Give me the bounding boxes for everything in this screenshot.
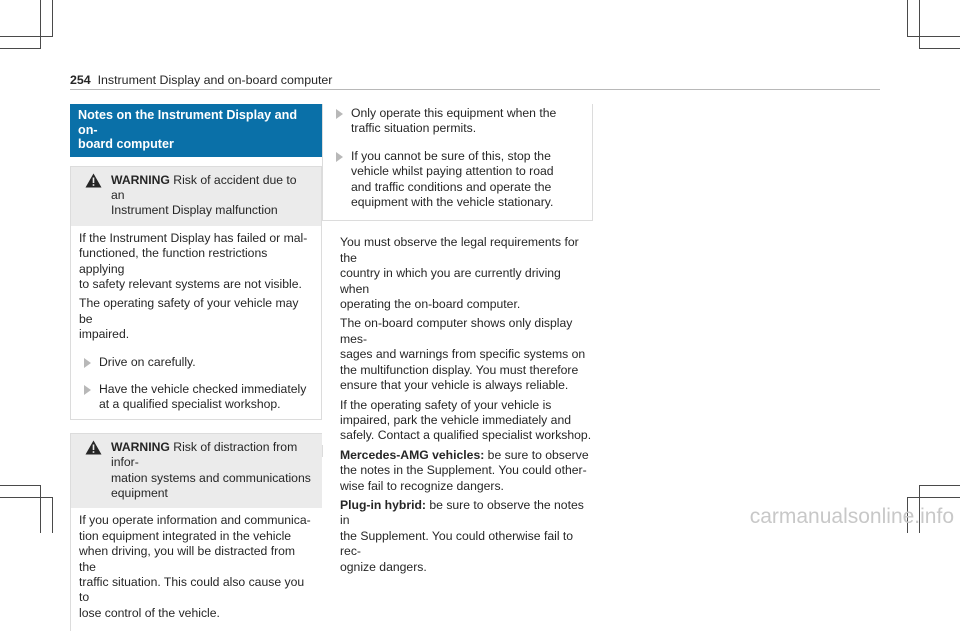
section-title: [70, 104, 322, 157]
crop-mark: [52, 497, 53, 533]
list-item: [79, 355, 313, 370]
crop-mark: [0, 36, 53, 37]
warning-headline: Risk of distraction from infor-: [111, 439, 298, 470]
warning-body: [71, 226, 321, 419]
text-line: safely. Contact a qualified specialist workshop.: [340, 428, 592, 443]
text-line: the Supplement. You could otherwise fail to rec-: [340, 528, 574, 559]
paragraph-hybrid: [340, 498, 593, 575]
warning-label: WARNING: [111, 172, 170, 187]
text-line: Have the vehicle checked immediately: [99, 381, 307, 396]
crop-mark: [919, 48, 960, 49]
column-middle: [322, 104, 593, 579]
section-title-line: Notes on the Instrument Display and on-: [78, 108, 298, 137]
list-item: [331, 149, 584, 211]
paragraph: [340, 235, 593, 312]
crop-mark: [52, 0, 53, 36]
hybrid-label: Plug-in hybrid:: [340, 497, 426, 512]
list-item: [331, 106, 584, 137]
crop-mark: [0, 497, 53, 498]
text-line: The on-board computer shows only display mes-: [340, 316, 573, 346]
warning-triangle-icon: [85, 173, 102, 188]
text-line: the notes in the Supplement. You could other-: [340, 463, 587, 478]
crop-mark: [919, 485, 960, 486]
warning-body: [71, 508, 322, 631]
text-line: at a qualified specialist workshop.: [99, 397, 281, 412]
text-line: The operating safety of your vehicle may be: [79, 296, 299, 326]
text-line: and traffic conditions and operate the: [351, 179, 552, 194]
text-line: If the Instrument Display has failed or mal-: [79, 230, 308, 245]
page-header-title: Instrument Display and on-board computer: [97, 73, 333, 87]
crop-mark: [0, 485, 41, 486]
text-line: to safety relevant systems are not visible.: [79, 276, 302, 291]
column-divider: [322, 445, 323, 457]
text-line: If you cannot be sure of this, stop the: [351, 148, 551, 163]
warning-label: WARNING: [111, 439, 170, 454]
crop-mark: [40, 485, 41, 533]
text-line: You must observe the legal requirements for the: [340, 235, 579, 265]
crop-mark: [919, 0, 920, 48]
column-left: [70, 104, 322, 631]
text-line: sages and warnings from specific systems on: [340, 347, 586, 362]
text-line: impaired.: [79, 327, 130, 342]
bullet-arrow-icon: [84, 385, 91, 395]
warning-box-display-malfunction: [70, 166, 322, 420]
warning-paragraph: [79, 296, 313, 342]
warning-headline: Risk of accident due to an: [111, 172, 297, 202]
paragraph: [340, 316, 593, 393]
text-line: lose control of the vehicle.: [79, 605, 220, 620]
text-line: operating the on-board computer.: [340, 297, 521, 312]
warning-headline: mation systems and communications: [111, 470, 311, 485]
warning-paragraph: [79, 513, 314, 621]
text-line: ensure that your vehicle is always reliable.: [340, 378, 569, 393]
page-number: 254: [70, 73, 91, 87]
warning-triangle-icon: [85, 440, 102, 455]
crop-mark: [907, 0, 908, 36]
page-header: [70, 73, 332, 88]
amg-label: Mercedes-AMG vehicles:: [340, 447, 485, 462]
text-line: when driving, you will be distracted from the: [79, 544, 296, 574]
text-line: ognize dangers.: [340, 559, 427, 574]
text-line: impaired, park the vehicle immediately and: [340, 412, 571, 427]
header-rule: [70, 89, 880, 90]
paragraph-amg: [340, 448, 593, 494]
text-line: Drive on carefully.: [99, 354, 196, 369]
text-line: equipment with the vehicle stationary.: [351, 195, 554, 210]
crop-mark: [907, 497, 960, 498]
crop-mark: [0, 48, 41, 49]
warning-box-distraction: [70, 433, 322, 631]
paragraph: [340, 398, 593, 444]
crop-mark: [40, 0, 41, 48]
body-text: [322, 235, 593, 575]
bullet-arrow-icon: [84, 358, 91, 368]
warning-continuation: [322, 104, 593, 221]
text-line: be sure to observe: [484, 447, 589, 462]
text-line: wise fail to recognize dangers.: [340, 478, 504, 493]
warning-headline: Instrument Display malfunction: [111, 203, 278, 218]
text-line: vehicle whilst paying attention to road: [351, 164, 554, 179]
text-line: If the operating safety of your vehicle is: [340, 397, 552, 412]
warning-paragraph: [79, 231, 313, 293]
watermark: carmanualsonline.info: [749, 505, 954, 528]
text-line: tion equipment integrated in the vehicle: [79, 528, 292, 543]
text-line: traffic situation. This could also cause you to: [79, 575, 305, 605]
crop-mark: [907, 36, 960, 37]
text-line: be sure to observe the notes in: [340, 497, 584, 528]
text-line: Only operate this equipment when the: [351, 106, 557, 120]
warning-header: [71, 167, 321, 226]
list-item: [79, 382, 313, 413]
section-title-line: board computer: [78, 137, 174, 151]
column-divider: [70, 445, 71, 457]
warning-header: [71, 434, 322, 509]
text-line: traffic situation permits.: [351, 121, 477, 136]
text-line: functioned, the function restrictions applying: [79, 246, 268, 276]
text-line: If you operate information and communica-: [79, 513, 311, 528]
bullet-arrow-icon: [336, 109, 343, 119]
text-line: country in which you are currently driving when: [340, 266, 561, 296]
warning-headline: equipment: [111, 486, 168, 500]
bullet-arrow-icon: [336, 152, 343, 162]
text-line: the multifunction display. You must therefore: [340, 362, 579, 377]
